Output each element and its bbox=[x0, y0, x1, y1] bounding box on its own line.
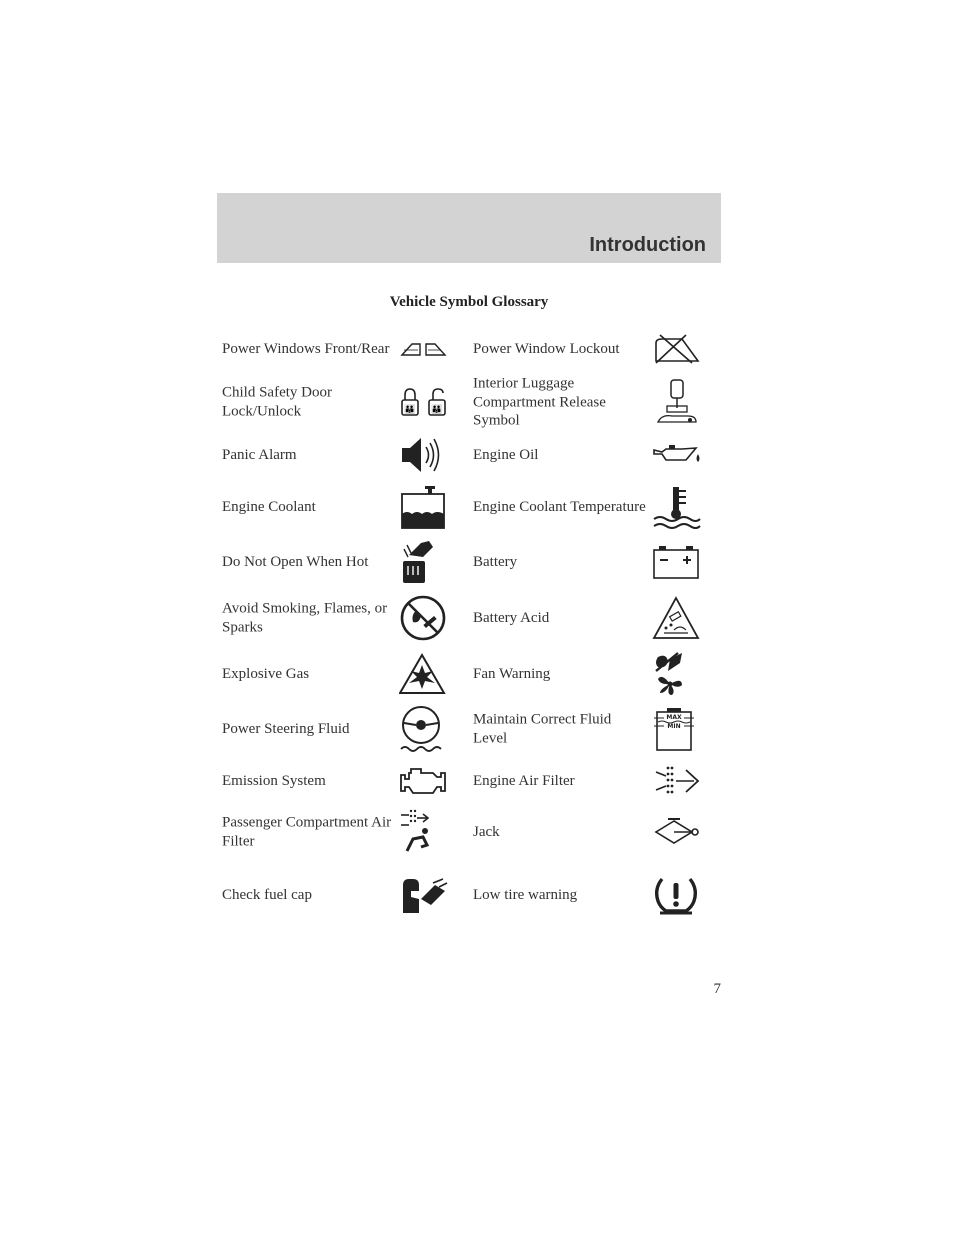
symbol-label: Power Window Lockout bbox=[473, 340, 620, 357]
symbol-label: Jack bbox=[473, 823, 500, 840]
symbol-label: Battery bbox=[473, 553, 518, 570]
battery-icon bbox=[652, 544, 702, 580]
glossary-row bbox=[217, 650, 721, 698]
no-smoking-icon bbox=[399, 594, 449, 642]
glossary-row bbox=[217, 806, 721, 858]
steering-wheel-icon bbox=[399, 705, 445, 753]
glossary-row bbox=[217, 592, 721, 644]
explosive-icon bbox=[399, 653, 447, 695]
glossary-row bbox=[217, 434, 721, 476]
engine-icon bbox=[399, 765, 449, 797]
thermometer-icon bbox=[652, 485, 702, 529]
symbol-label: Battery Acid bbox=[473, 609, 550, 626]
air-filter-icon bbox=[652, 764, 702, 798]
symbol-label: Low tire warning bbox=[473, 886, 578, 903]
symbol-label: Power Windows Front/Rear bbox=[222, 340, 390, 357]
section-title: Introduction bbox=[589, 234, 706, 256]
symbol-label: Do Not Open When Hot bbox=[222, 553, 369, 570]
window-lockout-icon bbox=[652, 333, 702, 365]
glossary-row bbox=[217, 764, 721, 798]
fluid-min-label: MIN bbox=[667, 723, 681, 730]
symbol-label: Engine Coolant Temperature bbox=[473, 498, 646, 515]
symbol-label: Engine Oil bbox=[473, 446, 539, 463]
svg-text:👪: 👪 bbox=[404, 405, 416, 415]
trunk-release-icon bbox=[652, 378, 702, 426]
fluid-max-label: MAX bbox=[666, 714, 682, 721]
glossary-row bbox=[217, 328, 721, 370]
symbol-label: Emission System bbox=[222, 772, 326, 789]
symbol-label: Engine Coolant bbox=[222, 498, 316, 515]
page-number: 7 bbox=[713, 981, 721, 997]
glossary-row bbox=[217, 484, 721, 530]
symbol-label: Interior Luggage Compartment Release Symbol bbox=[473, 375, 606, 429]
power-windows-icon bbox=[399, 339, 449, 359]
cabin-filter-icon bbox=[399, 809, 435, 855]
symbol-label: Panic Alarm bbox=[222, 446, 297, 463]
fluid-level-icon bbox=[652, 706, 698, 752]
glossary-row bbox=[217, 864, 721, 926]
fuel-cap-icon bbox=[399, 875, 449, 915]
section-header bbox=[217, 193, 721, 263]
hot-cap-icon bbox=[399, 539, 439, 585]
jack-icon bbox=[652, 817, 700, 847]
symbol-label: Power Steering Fluid bbox=[222, 720, 350, 737]
symbol-label: Check fuel cap bbox=[222, 886, 312, 903]
tire-warning-icon bbox=[652, 873, 700, 917]
child-lock-icon bbox=[399, 386, 451, 418]
symbol-label: Passenger Compartment Air Filter bbox=[222, 814, 392, 849]
oil-can-icon bbox=[652, 442, 702, 468]
symbol-label: Engine Air Filter bbox=[473, 772, 575, 789]
glossary-title: Vehicle Symbol Glossary bbox=[389, 294, 549, 310]
symbol-label: Fan Warning bbox=[473, 665, 551, 682]
battery-acid-icon bbox=[652, 596, 702, 640]
coolant-reservoir-icon bbox=[399, 484, 447, 530]
symbol-label: Child Safety Door Lock/Unlock bbox=[222, 384, 332, 419]
symbol-label: Explosive Gas bbox=[222, 665, 310, 682]
svg-text:👪: 👪 bbox=[431, 405, 443, 415]
symbol-label: Maintain Correct Fluid Level bbox=[473, 711, 612, 746]
fan-icon bbox=[652, 651, 688, 697]
speaker-icon bbox=[399, 435, 445, 475]
glossary-row bbox=[217, 372, 721, 432]
glossary-row bbox=[217, 538, 721, 586]
glossary-row bbox=[217, 704, 721, 754]
symbol-label: Avoid Smoking, Flames, or Sparks bbox=[222, 600, 388, 635]
